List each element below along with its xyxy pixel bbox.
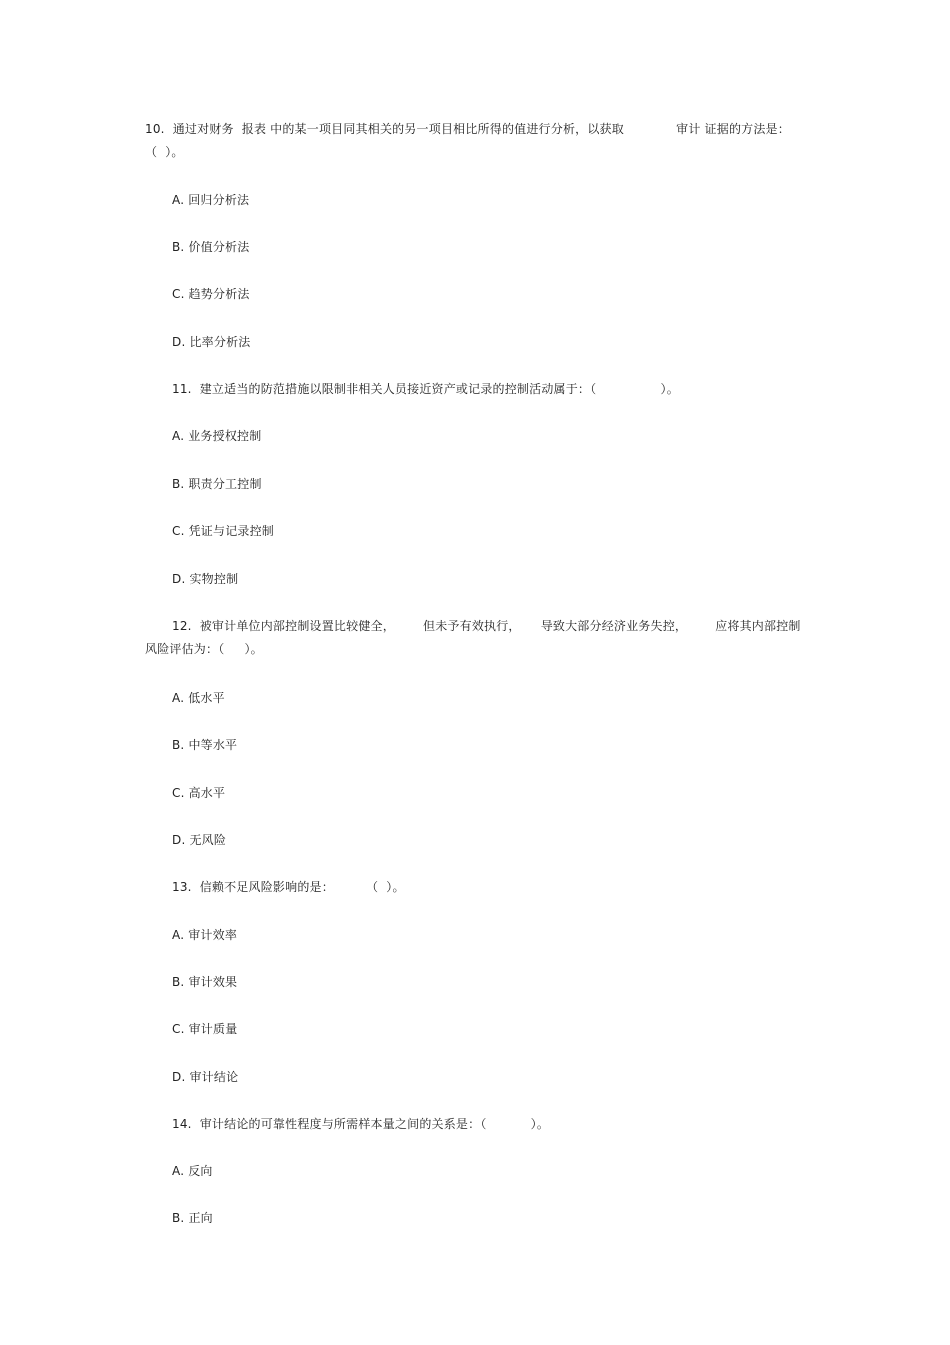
question-10-option-c: C. 趋势分析法 [172,287,250,301]
question-11-stem: 11. 建立适当的防范措施以限制非相关人员接近资产或记录的控制活动属于：（ ）。 [172,382,679,396]
question-11-option-d: D. 实物控制 [172,572,239,586]
question-13-option-c: C. 审计质量 [172,1022,238,1036]
question-14-option-a: A. 反向 [172,1164,213,1178]
question-12-stem-continued: 风险评估为：（ ）。 [145,642,263,656]
question-12-option-a: A. 低水平 [172,691,225,705]
question-11-option-b: B. 职责分工控制 [172,477,262,491]
question-11-option-a: A. 业务授权控制 [172,429,262,443]
question-13-option-a: A. 审计效率 [172,928,238,942]
question-13-stem: 13. 信赖不足风险影响的是： （ ）。 [172,880,405,894]
question-13-option-d: D. 审计结论 [172,1070,239,1084]
question-12-stem: 12. 被审计单位内部控制设置比较健全， 但未予有效执行， 导致大部分经济业务失控， 应将其内部控制 [172,619,801,633]
question-12-option-b: B. 中等水平 [172,738,238,752]
question-14-option-b: B. 正向 [172,1211,213,1225]
question-10-stem-continued: （ ）。 [145,145,184,159]
question-10-option-d: D. 比率分析法 [172,335,251,349]
question-12-option-d: D. 无风险 [172,833,227,847]
question-13-option-b: B. 审计效果 [172,975,238,989]
question-10-option-a: A. 回归分析法 [172,193,250,207]
question-10-option-b: B. 价值分析法 [172,240,250,254]
question-12-option-c: C. 高水平 [172,786,226,800]
question-14-stem: 14. 审计结论的可靠性程度与所需样本量之间的关系是：（ ）。 [172,1117,550,1131]
question-11-option-c: C. 凭证与记录控制 [172,524,275,538]
question-10-stem: 10. 通过对财务 报表 中的某一项目同其相关的另一项目相比所得的值进行分析，以获取 审计 证据的方法是： [145,122,790,136]
